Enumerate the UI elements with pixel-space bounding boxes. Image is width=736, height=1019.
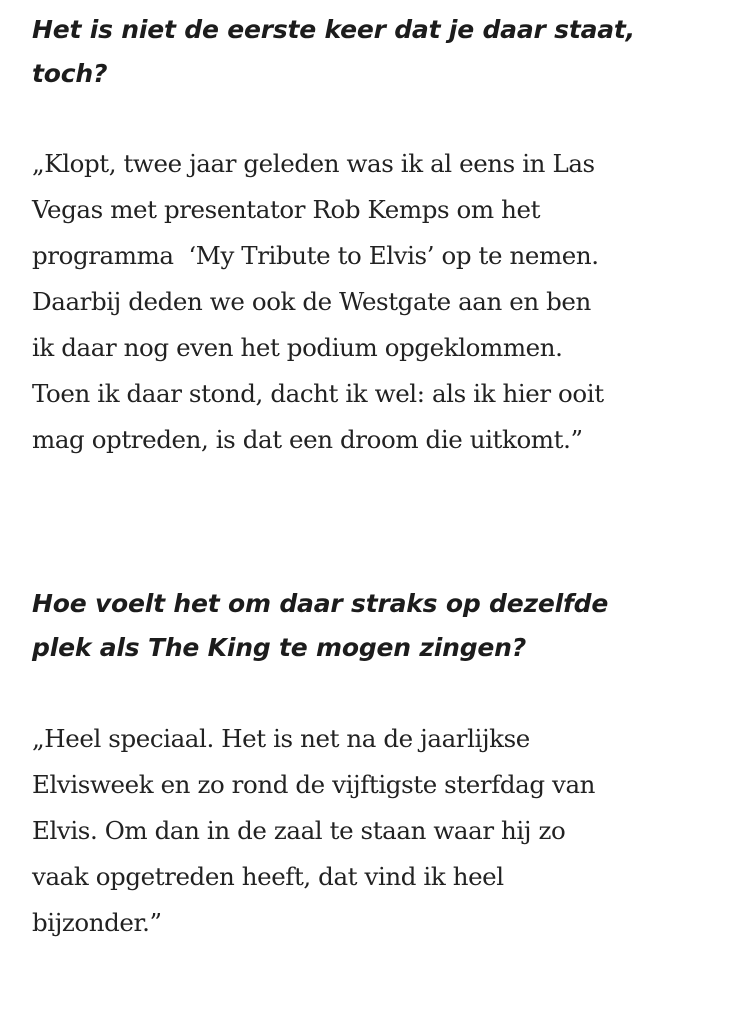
- interview-question: [32, 8, 635, 96]
- answer-line: „Heel speciaal. Het is net na de jaarlijkse: [32, 724, 530, 753]
- answer-line: programma ‘My Tribute to Elvis’ op te nemen.: [32, 241, 599, 270]
- answer-line: „Klopt, twee jaar geleden was ik al eens in Las: [32, 149, 595, 178]
- interview-answer: [32, 716, 595, 946]
- answer-line: Elvisweek en zo rond de vijftigste sterfdag van: [32, 770, 596, 799]
- answer-line: ik daar nog even het podium opgeklommen.: [32, 333, 563, 362]
- interview-answer: [32, 141, 604, 463]
- answer-line: Elvis. Om dan in de zaal te staan waar hij zo: [32, 816, 566, 845]
- question-line: toch?: [32, 59, 108, 88]
- question-line: Hoe voelt het om daar straks op dezelfde: [32, 589, 609, 618]
- answer-line: Vegas met presentator Rob Kemps om het: [32, 195, 541, 224]
- answer-line: Toen ik daar stond, dacht ik wel: als ik hier ooit: [32, 379, 604, 408]
- answer-line: Daarbij deden we ook de Westgate aan en ben: [32, 287, 591, 316]
- answer-line: bijzonder.”: [32, 908, 162, 937]
- answer-line: vaak opgetreden heeft, dat vind ik heel: [32, 862, 504, 891]
- answer-line: mag optreden, is dat een droom die uitkomt.”: [32, 425, 583, 454]
- question-line: Het is niet de eerste keer dat je daar staat,: [32, 15, 635, 44]
- question-line: plek als The King te mogen zingen?: [32, 633, 527, 662]
- interview-question: [32, 582, 608, 670]
